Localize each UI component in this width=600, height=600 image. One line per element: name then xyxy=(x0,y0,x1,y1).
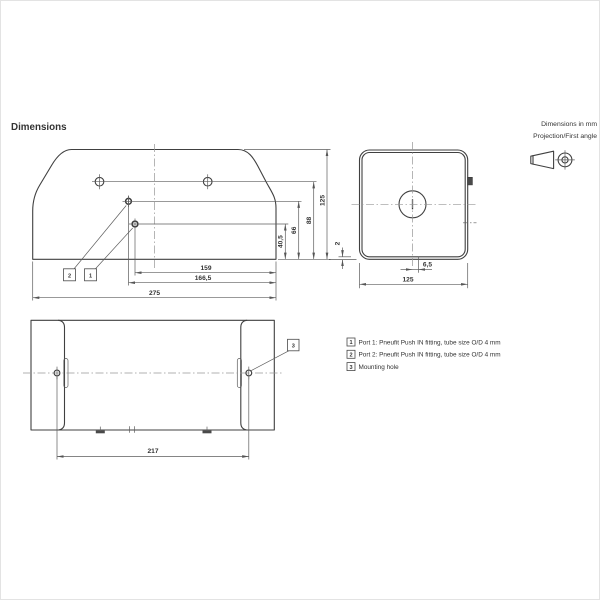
callout-2-label: 2 xyxy=(67,273,72,280)
callout-3-label: 3 xyxy=(291,343,295,350)
dim-217: 217 xyxy=(147,448,159,455)
dim-6-5: 6,5 xyxy=(422,261,433,269)
notes-legend xyxy=(347,338,501,371)
projection-note: Projection/First angle xyxy=(533,133,597,140)
bottom-view xyxy=(23,320,299,459)
front-view xyxy=(33,144,331,301)
note-1-ref: 1 xyxy=(349,340,353,347)
note-row-1 xyxy=(347,338,501,346)
note-row-3 xyxy=(347,363,399,371)
first-angle-projection-icon xyxy=(531,150,575,169)
dimensions-drawing xyxy=(1,1,600,600)
callout-3 xyxy=(288,339,300,351)
note-1-text: Port 1: Pneufit Push IN fitting, tube size O/D 4 mm xyxy=(358,339,501,347)
dim-88: 88 xyxy=(306,216,313,225)
note-2-ref: 2 xyxy=(349,352,353,359)
dim-125-side: 125 xyxy=(402,276,414,284)
dim-40-5: 40,5 xyxy=(277,235,285,249)
units-note: Dimensions in mm xyxy=(541,121,597,128)
callout-2 xyxy=(64,269,76,281)
note-2-text: Port 2: Pneufit Push IN fitting, tube size O/D 4 mm xyxy=(358,351,501,359)
dim-275: 275 xyxy=(148,290,161,297)
note-row-2 xyxy=(347,350,501,358)
dim-159: 159 xyxy=(200,265,212,272)
callout-1-label: 1 xyxy=(88,273,93,280)
callout-3-leader xyxy=(251,351,289,371)
dim-166-5: 166,5 xyxy=(194,275,212,282)
drawing-header xyxy=(531,121,598,170)
note-3-ref: 3 xyxy=(349,364,353,371)
side-view xyxy=(329,142,477,288)
callout-1-leader xyxy=(96,228,133,269)
dim-125-front: 125 xyxy=(319,194,327,207)
dim-66: 66 xyxy=(291,226,298,234)
page-title: Dimensions xyxy=(11,122,67,133)
side-fitting xyxy=(468,177,473,185)
dim-2: 2 xyxy=(334,241,342,246)
note-3-text: Mounting hole xyxy=(358,364,399,371)
callout-1 xyxy=(85,269,97,281)
